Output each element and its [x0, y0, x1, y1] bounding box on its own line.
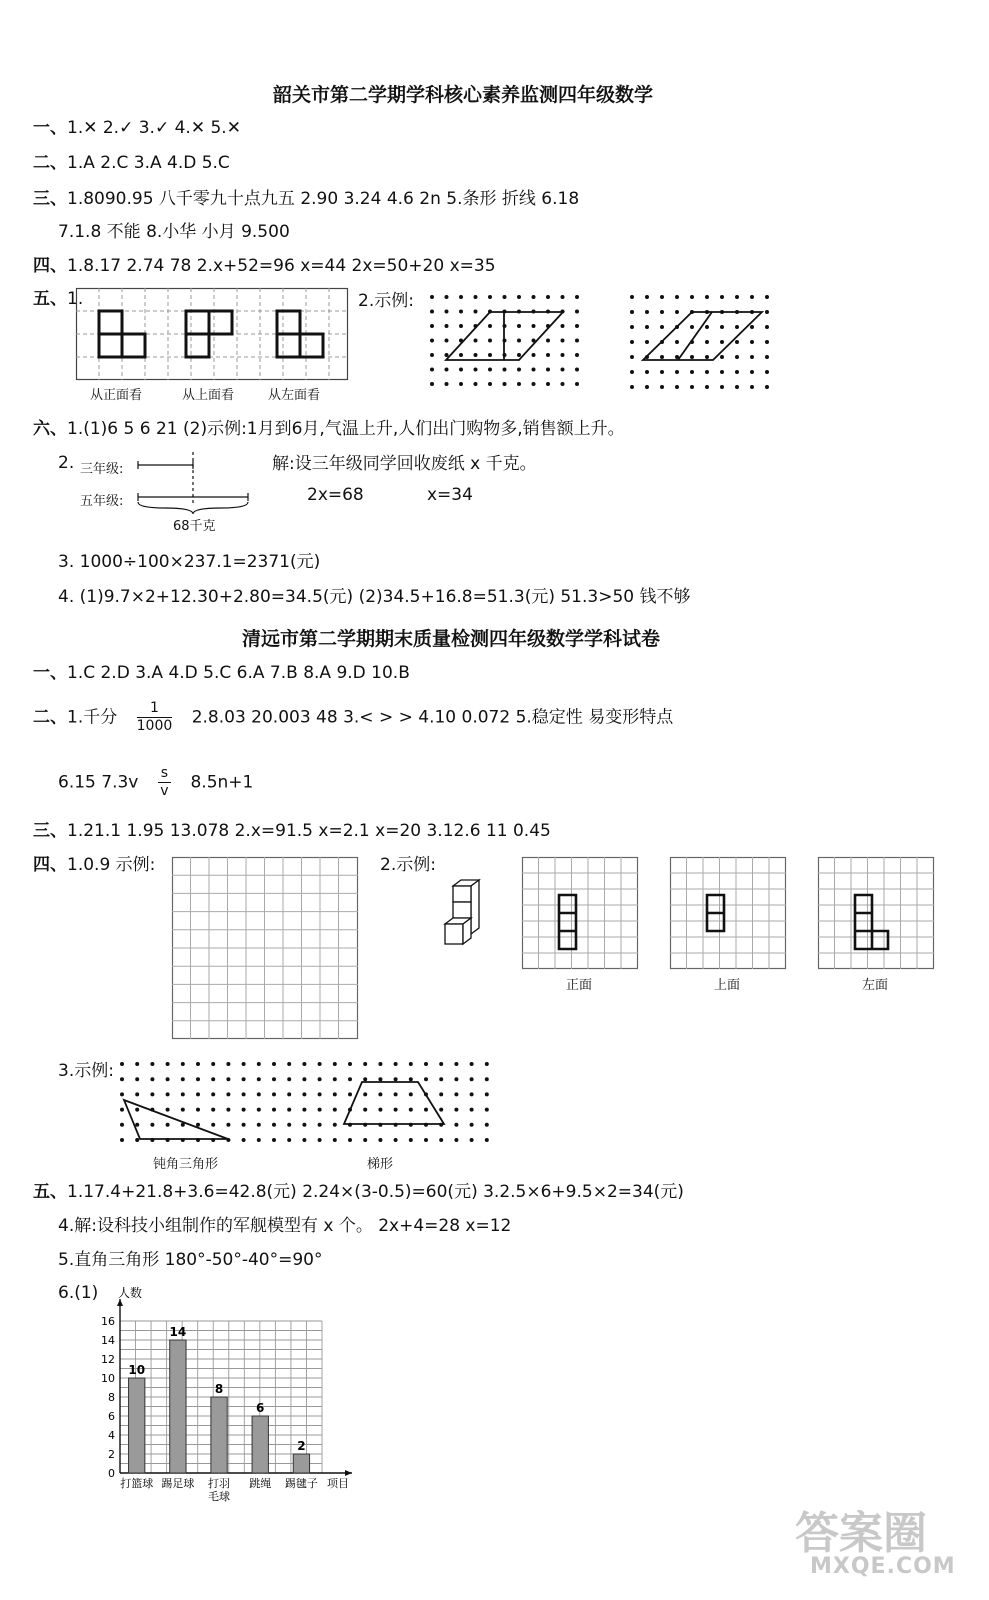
- view-caption-front: 从正面看: [90, 388, 143, 403]
- bar: [293, 1454, 309, 1473]
- segment-label-grade3: 三年级:: [80, 462, 124, 477]
- solution-text: 解:设三年级同学回收废纸 x 千克。: [272, 454, 537, 474]
- equation: 2x=68: [307, 485, 364, 505]
- bar: [170, 1340, 186, 1473]
- answer-row: 5.直角三角形 180°-50°-40°=90°: [58, 1250, 323, 1270]
- bar-chart: [92, 1282, 372, 1503]
- x-tick-label: 毛球: [208, 1490, 231, 1503]
- answer-row: 6.15 7.3v $\frac{s}{v}$ 8.5n+1: [58, 765, 254, 799]
- bar: [252, 1416, 268, 1473]
- view-caption-top: 上面: [714, 978, 741, 993]
- y-tick-label: 2: [108, 1448, 115, 1461]
- view-caption-left: 从左面看: [268, 388, 321, 403]
- section1-title: 韶关市第二学期学科核心素养监测四年级数学: [273, 84, 654, 106]
- x-tick-label: 踢足球: [161, 1477, 195, 1490]
- answer-row: 一、1.✕ 2.✓ 3.✓ 4.✕ 5.✕: [33, 118, 241, 138]
- question-number: 2.: [58, 453, 75, 473]
- y-axis-arrow: [117, 1299, 123, 1306]
- answer-row: 6.(1): [58, 1283, 99, 1303]
- answer-row: 四、1.8.17 2.74 78 2.x+52=96 x=44 2x=50+20 x=35: [33, 256, 496, 276]
- answer-row: 3. 1000÷100×237.1=2371(元): [58, 552, 321, 572]
- segment-total-label: 68千克: [173, 519, 216, 534]
- answer-row: 三、1.8090.95 八千零九十点九五 2.90 3.24 4.6 2n 5.条形 折线 6.18: [33, 189, 580, 209]
- answer-row: 一、1.C 2.D 3.A 4.D 5.C 6.A 7.B 8.A 9.D 10.B: [33, 663, 410, 683]
- y-tick-label: 12: [101, 1353, 115, 1366]
- cube-stack-figure: [443, 878, 481, 952]
- bar-value-label: 10: [128, 1363, 146, 1377]
- y-axis-label: 人数: [118, 1286, 143, 1300]
- shape-caption-triangle: 钝角三角形: [153, 1157, 219, 1172]
- answer-row: 4.解:设科技小组制作的军舰模型有 x 个。 2x+4=28 x=12: [58, 1216, 512, 1236]
- bar-value-label: 2: [297, 1439, 306, 1453]
- answer-row: 7.1.8 不能 8.小华 小月 9.500: [58, 222, 290, 242]
- segment-label-grade5: 五年级:: [80, 494, 124, 509]
- y-tick-label: 8: [108, 1391, 115, 1404]
- bar: [211, 1397, 227, 1473]
- x-tick-label: 打羽: [208, 1477, 231, 1490]
- view-caption-top: 从上面看: [182, 388, 235, 403]
- answer-row: 2.示例:: [380, 855, 436, 875]
- answer-row: 二、1.千分 $\frac{1}{1000}$ 2.8.03 20.003 48 3.< > > 4.10 0.072 5.稳定性 易变形特点: [33, 700, 674, 734]
- section2-title: 清远市第二学期期末质量检测四年级数学学科试卷: [242, 628, 661, 650]
- parallelogram-dot-grid-1: [428, 293, 588, 379]
- shape-caption-trapezoid: 梯形: [367, 1157, 394, 1172]
- triangle-trapezoid-dot-grid: [118, 1060, 498, 1146]
- y-tick-label: 14: [101, 1334, 115, 1347]
- y-tick-label: 0: [108, 1467, 115, 1480]
- view-grid-left: [818, 857, 934, 969]
- x-tick-label: 跳绳: [249, 1477, 272, 1490]
- bar-value-label: 8: [214, 1382, 224, 1396]
- view-caption-front: 正面: [566, 978, 593, 993]
- answer-row: 3.示例:: [58, 1061, 114, 1081]
- x-tick-label: 踢毽子: [284, 1477, 318, 1490]
- view-grid-top: [670, 857, 786, 969]
- fraction: $\frac{s}{v}$: [158, 765, 171, 800]
- y-tick-label: 10: [101, 1372, 115, 1385]
- watermark-logo: 答案圈: [795, 1508, 927, 1559]
- answer-row: 五、1.: [33, 289, 84, 309]
- answer-row: 4. (1)9.7×2+12.30+2.80=34.5(元) (2)34.5+16.8=51.3(元) 51.3>50 钱不够: [58, 587, 691, 607]
- segment-diagram: [135, 452, 255, 516]
- view-grid-front: [522, 857, 638, 969]
- x-tick-label: 打篮球: [120, 1477, 154, 1490]
- square-grid-blank: [172, 857, 358, 1039]
- watermark-url: MXQE.COM: [810, 1554, 956, 1579]
- answer-row: 六、1.(1)6 5 6 21 (2)示例:1月到6月,气温上升,人们出门购物多,销售额上升。: [33, 419, 625, 439]
- answer-row: 二、1.A 2.C 3.A 4.D 5.C: [33, 153, 230, 173]
- parallelogram-dot-grid-2: [628, 293, 776, 379]
- y-tick-label: 6: [108, 1410, 115, 1423]
- answer-row: 四、1.0.9 示例:: [33, 855, 156, 875]
- three-views-grid: [76, 288, 348, 380]
- fraction: $\frac{1}{1000}$: [136, 700, 173, 734]
- bar-value-label: 6: [256, 1401, 265, 1415]
- y-tick-label: 4: [108, 1429, 115, 1442]
- answer-row: 2.示例:: [358, 291, 414, 311]
- answer-row: 三、1.21.1 1.95 13.078 2.x=91.5 x=2.1 x=20 3.12.6 11 0.45: [33, 821, 551, 841]
- x-axis-label: 项目: [327, 1477, 349, 1490]
- answer-row: 五、1.17.4+21.8+3.6=42.8(元) 2.24×(3-0.5)=60(元) 3.2.5×6+9.5×2=34(元): [33, 1182, 684, 1202]
- bar: [129, 1378, 145, 1473]
- view-caption-left: 左面: [862, 978, 889, 993]
- y-tick-label: 16: [101, 1315, 115, 1328]
- bar-value-label: 14: [169, 1325, 187, 1339]
- equation: x=34: [427, 485, 473, 505]
- x-axis-arrow: [345, 1470, 352, 1476]
